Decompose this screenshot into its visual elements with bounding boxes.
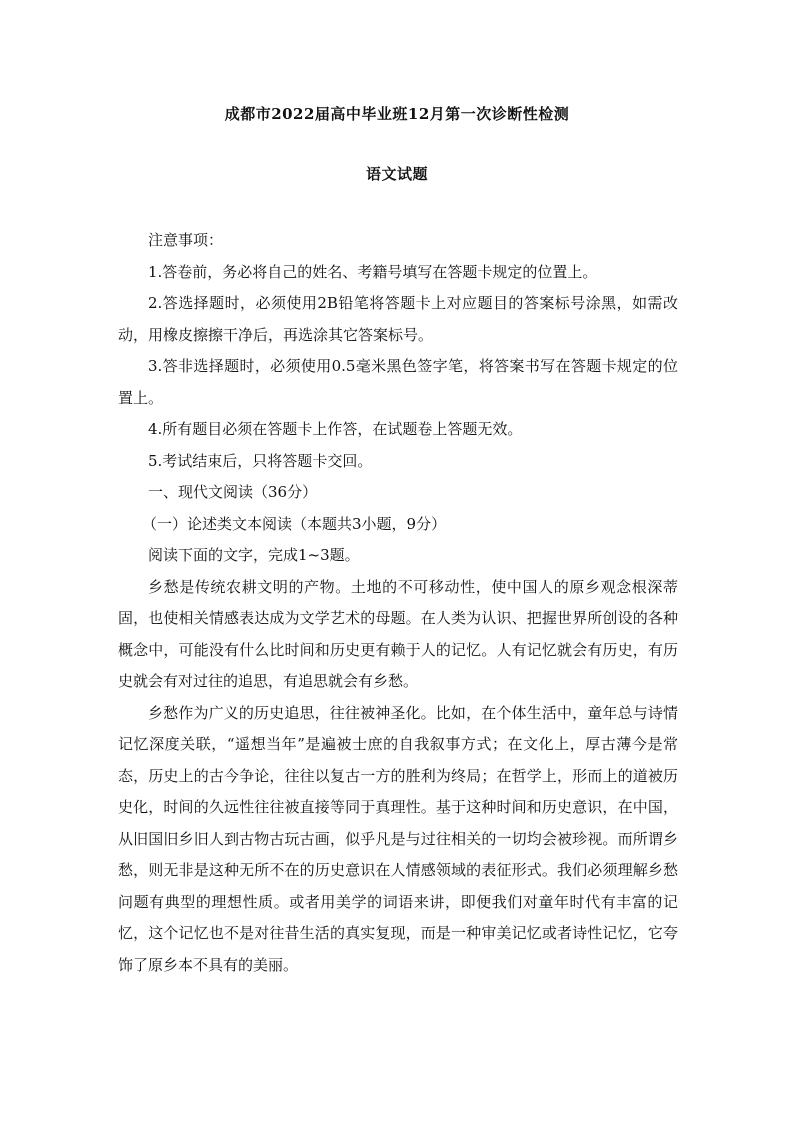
notice-item-3: 3.答非选择题时，必须使用0.5毫米黑色签字笔，将答案书写在答题卡规定的位置上。 bbox=[118, 357, 678, 407]
passage-paragraph-2: 乡愁作为广义的历史追思，往往被神圣化。比如，在个体生活中，童年总与诗情记忆深度关联，“遥想当年”是遍被士庶的自我叙事方式；在文化上，厚古薄今是常态，历史上的古今争论，往往以复古一方的胜利为终局；在哲学上，形而上的道被历史化，时间的久远性往往被直接等同于真理性。基于这种时间和历史意识，在中国，从旧国旧乡旧人到古物古玩古画，似乎凡是与过往相关的一切均会被珍视。而所谓乡愁，则无非是这种无所不在的历史意识在人情感领域的表征形式。我们必须理解乡愁问题有典型的理想性质。或者用美学的词语来讲，即便我们对童年时代有丰富的记忆，这个记忆也不是对往昔生活的真实复现，而是一种审美记忆或者诗性记忆，它夸饰了原乡本不具有的美丽。 bbox=[118, 703, 678, 974]
section-heading: 一、现代文阅读（36分） bbox=[148, 483, 318, 501]
notice-item-5: 5.考试结束后，只将答题卡交回。 bbox=[148, 451, 373, 470]
section-instruction: 阅读下面的文字，完成1~3题。 bbox=[148, 546, 360, 564]
notice-item-4: 4.所有题目必须在答题卡上作答，在试题卷上答题无效。 bbox=[148, 420, 523, 438]
notice-heading: 注意事项： bbox=[148, 231, 224, 249]
section-subheading: （一）论述类文本阅读（本题共3小题，9分） bbox=[142, 514, 447, 533]
exam-title: 成都市2022届高中毕业班12月第一次诊断性检测 bbox=[224, 105, 570, 123]
notice-item-1: 1.答卷前，务必将自己的姓名、考籍号填写在答题卡规定的位置上。 bbox=[148, 262, 598, 281]
passage-paragraph-1: 乡愁是传统农耕文明的产物。土地的不可移动性，使中国人的原乡观念根深蒂固，也使相关情感表达成为文学艺术的母题。在人类为认识、把握世界所创设的各种概念中，可能没有什么比时间和历史更有赖于人的记忆。人有记忆就会有历史，有历史就会有对过往的追思，有追思就会有乡愁。 bbox=[118, 577, 678, 690]
exam-body bbox=[118, 225, 678, 981]
exam-subtitle: 语文试题 bbox=[365, 165, 428, 183]
notice-item-2: 2.答选择题时，必须使用2B铅笔将答题卡上对应题目的答案标号涂黑，如需改动，用橡皮擦擦干净后，再选涂其它答案标号。 bbox=[118, 294, 678, 344]
